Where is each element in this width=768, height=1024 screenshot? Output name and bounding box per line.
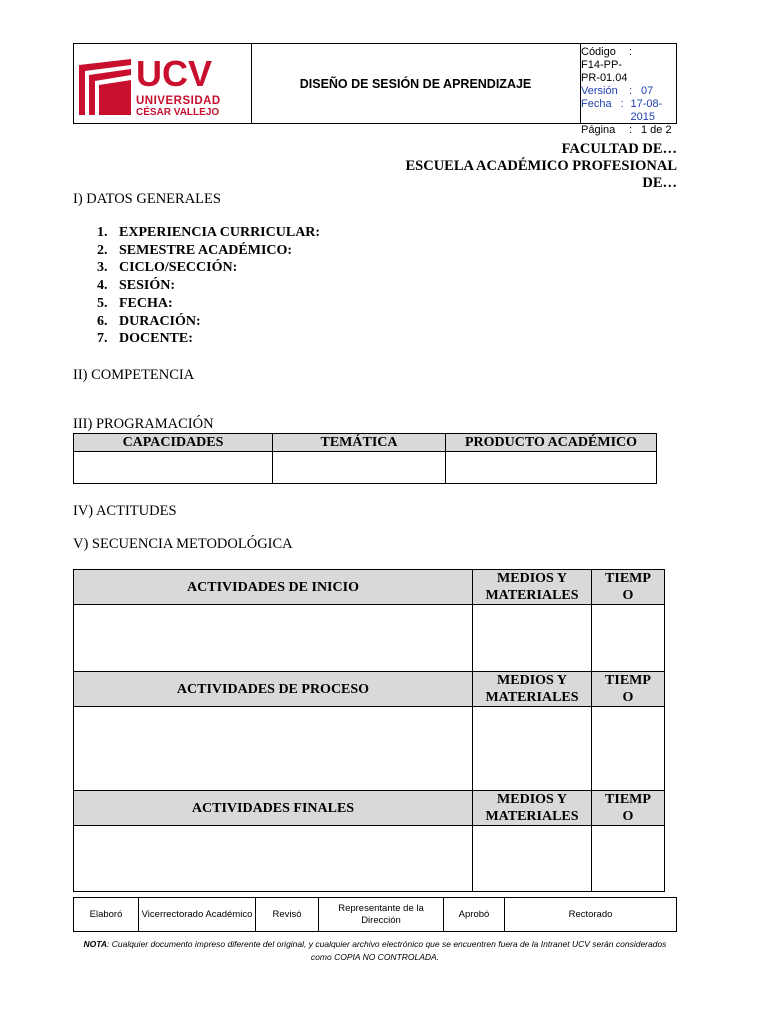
col-capacidades: CAPACIDADES	[74, 434, 273, 452]
tiempo-line2: O	[622, 809, 634, 824]
list-item	[97, 259, 320, 277]
school-line-continued: DE…	[642, 175, 677, 191]
proceso-tiempo-cell[interactable]	[592, 707, 665, 791]
header-medios	[473, 791, 592, 826]
document-title: DISEÑO DE SESIÓN DE APRENDIZAJE	[251, 44, 581, 123]
medios-line2: MATERIALES	[485, 809, 579, 824]
header-tiempo	[592, 791, 665, 826]
footer-note	[73, 938, 677, 964]
meta-value: 07	[641, 85, 654, 97]
meta-key: Código	[581, 46, 616, 58]
reviso-cell: Revisó	[256, 898, 319, 932]
meta-codigo	[581, 46, 677, 85]
item-number: 5.	[97, 295, 108, 311]
item-number: 6.	[97, 313, 108, 329]
finales-medios-cell[interactable]	[473, 826, 592, 892]
tiempo-line1: TIEMP	[605, 571, 651, 586]
header-actividades-inicio: ACTIVIDADES DE INICIO	[74, 570, 473, 605]
meta-pagina	[581, 124, 677, 137]
header-medios	[473, 672, 592, 707]
table-row	[74, 898, 677, 932]
datos-generales-list	[97, 224, 320, 348]
inicio-medios-cell[interactable]	[473, 605, 592, 672]
meta-sep: :	[620, 98, 624, 110]
meta-value: 1 de 2	[641, 124, 672, 136]
document-header	[73, 43, 677, 136]
medios-line2: MATERIALES	[485, 588, 579, 603]
list-item	[97, 330, 320, 348]
medios-line1: MEDIOS Y	[497, 792, 567, 807]
vicerrectorado-cell: Vicerrectorado Académico	[139, 898, 256, 932]
header-tiempo	[592, 672, 665, 707]
item-number: 3.	[97, 260, 108, 276]
list-item	[97, 295, 320, 313]
tiempo-line1: TIEMP	[605, 792, 651, 807]
logo-cell	[74, 44, 252, 123]
section-secuencia: V) SECUENCIA METODOLÓGICA	[73, 536, 293, 552]
nota-text: : Cualquier documento impreso diferente del original, y cualquier archivo electrónico que se encuentren fuera de la Intranet UCV serán considerados como COPIA NO CONTROLADA.	[107, 939, 667, 962]
header-actividades-finales: ACTIVIDADES FINALES	[74, 791, 473, 826]
list-item	[97, 224, 320, 242]
inicio-tiempo-cell[interactable]	[592, 605, 665, 672]
section-datos-generales: I) DATOS GENERALES	[73, 191, 221, 207]
header-medios	[473, 570, 592, 605]
item-label: DURACIÓN:	[119, 313, 201, 329]
producto-cell[interactable]	[446, 452, 657, 484]
finales-actividades-cell[interactable]	[74, 826, 473, 892]
meta-key: Versión	[581, 85, 618, 97]
proceso-actividades-cell[interactable]	[74, 707, 473, 791]
tiempo-line2: O	[622, 690, 634, 705]
table-header-row	[74, 570, 665, 605]
tiempo-line2: O	[622, 588, 634, 603]
item-label: SEMESTRE ACADÉMICO:	[119, 242, 293, 258]
section-competencia: II) COMPETENCIA	[73, 367, 195, 383]
table-header-row	[74, 434, 657, 452]
representante-cell: Representante de la Dirección	[319, 898, 444, 932]
item-number: 7.	[97, 331, 108, 347]
rectorado-cell: Rectorado	[505, 898, 677, 932]
tiempo-line1: TIEMP	[605, 673, 651, 688]
secuencia-table	[73, 569, 665, 892]
section-actitudes: IV) ACTITUDES	[73, 503, 177, 519]
meta-version	[581, 85, 677, 98]
header-actividades-proceso: ACTIVIDADES DE PROCESO	[74, 672, 473, 707]
meta-key: Página	[581, 124, 616, 136]
table-row	[74, 605, 665, 672]
col-producto-academico: PRODUCTO ACADÉMICO	[446, 434, 657, 452]
inicio-actividades-cell[interactable]	[74, 605, 473, 672]
approval-table	[73, 897, 677, 932]
school-line: ESCUELA ACADÉMICO PROFESIONAL	[405, 158, 677, 174]
medios-line1: MEDIOS Y	[497, 673, 567, 688]
capacidades-cell[interactable]	[74, 452, 273, 484]
meta-fecha	[581, 98, 677, 124]
meta-sep: :	[629, 85, 633, 97]
elaboro-cell: Elaboró	[74, 898, 139, 932]
list-item	[97, 313, 320, 331]
item-number: 2.	[97, 242, 108, 258]
table-row	[74, 826, 665, 892]
medios-line2: MATERIALES	[485, 690, 579, 705]
col-tematica: TEMÁTICA	[273, 434, 446, 452]
document-meta	[581, 46, 677, 137]
meta-value: F14-PP-PR-01.04	[581, 59, 628, 84]
header-tiempo	[592, 570, 665, 605]
faculty-line: FACULTAD DE…	[561, 141, 677, 157]
item-number: 1.	[97, 225, 108, 240]
section-programacion: III) PROGRAMACIÓN	[73, 416, 214, 432]
aprobo-cell: Aprobó	[444, 898, 505, 932]
meta-sep: :	[629, 46, 633, 58]
logo-wordmark: UCV	[136, 53, 213, 94]
programacion-table	[73, 433, 657, 484]
table-header-row	[74, 672, 665, 707]
item-number: 4.	[97, 278, 108, 294]
finales-tiempo-cell[interactable]	[592, 826, 665, 892]
list-item	[97, 242, 320, 260]
item-label: EXPERIENCIA CURRICULAR:	[119, 225, 321, 240]
meta-sep: :	[629, 124, 633, 136]
item-label: DOCENTE:	[119, 331, 193, 347]
medios-line1: MEDIOS Y	[497, 571, 567, 586]
meta-value: 17-08-2015	[630, 98, 663, 123]
logo-name-line: CÉSAR VALLEJO	[136, 107, 220, 118]
ucv-logo-icon	[79, 59, 131, 115]
tematica-cell[interactable]	[273, 452, 446, 484]
item-label: SESIÓN:	[119, 278, 176, 294]
logo-university-line: UNIVERSIDAD	[136, 95, 221, 107]
proceso-medios-cell[interactable]	[473, 707, 592, 791]
item-label: FECHA:	[119, 295, 173, 311]
list-item	[97, 277, 320, 295]
item-label: CICLO/SECCIÓN:	[119, 260, 238, 276]
table-row	[74, 707, 665, 791]
meta-key: Fecha	[581, 98, 612, 110]
table-header-row	[74, 791, 665, 826]
table-row	[74, 452, 657, 484]
nota-label: NOTA	[83, 939, 107, 949]
